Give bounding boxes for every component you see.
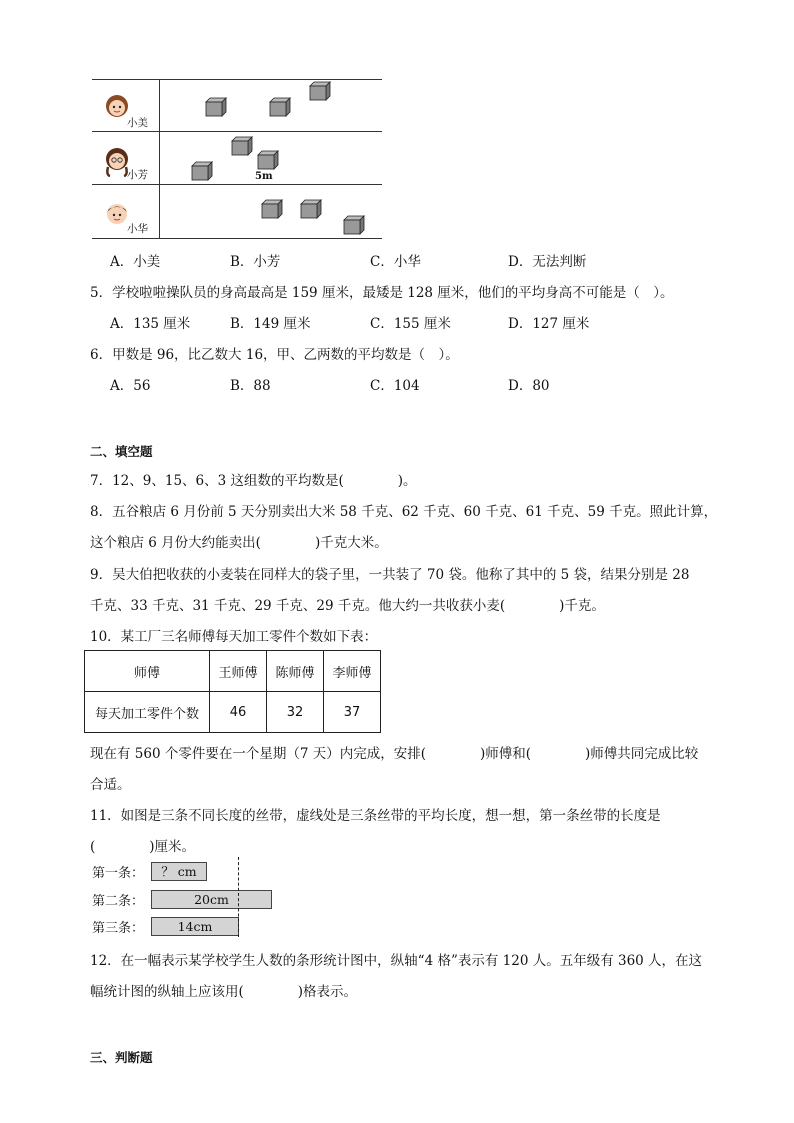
section-heading: 二、填空题 (90, 444, 153, 459)
q9-question-line2: 千克、33 千克、31 千克、29 千克、29 千克。他大约一共收获小麦( )千克。 (90, 598, 605, 614)
q10-question-line1: 现在有 560 个零件要在一个星期（7 天）内完成，安排( )师傅和( )师傅共同完成比较 (90, 746, 699, 762)
q5-option-c[interactable]: C．155 厘米 (370, 316, 451, 332)
q5-question: 5．学校啦啦操队员的身高最高是 159 厘米，最矮是 128 厘米，他们的平均身高不可能是（ ）。 (90, 285, 674, 301)
q4-option-b[interactable]: B．小芳 (230, 254, 281, 270)
cube-marker-icon (343, 215, 365, 235)
grid-line (92, 131, 382, 132)
cube-marker-icon (300, 199, 322, 219)
q9-question-line1: 9．吴大伯把收获的小麦装在同样大的袋子里，一共装了 70 袋。他称了其中的 5 袋，结果分别是 28 (90, 567, 690, 583)
person-name: 小华 (127, 223, 148, 235)
table-cell: 37 (324, 692, 381, 733)
cube-marker-icon (191, 161, 213, 181)
q8-question-line2: 这个粮店 6 月份大约能卖出( )千克大米。 (90, 535, 388, 551)
table-header-cell: 师傅 (85, 651, 210, 692)
grid-line (92, 79, 382, 80)
ribbon-1: ？ cm (151, 862, 207, 881)
ribbon-2: 20cm (151, 890, 272, 909)
q6-question: 6．甲数是 96，比乙数大 16，甲、乙两数的平均数是（ ）。 (90, 347, 459, 363)
grid-line (92, 238, 382, 239)
q6-option-d[interactable]: D．80 (508, 378, 550, 394)
ribbon-3: 14cm (151, 917, 239, 936)
person-name: 小美 (127, 117, 148, 129)
q10-intro: 10．某工厂三名师傅每天加工零件个数如下表： (90, 629, 378, 645)
table-header-cell: 李师傅 (324, 651, 381, 692)
table-header-row (85, 651, 381, 692)
cube-marker-icon (261, 199, 283, 219)
table-cell: 32 (267, 692, 324, 733)
q4-option-a[interactable]: A．小美 (110, 254, 161, 270)
cube-marker-icon (257, 150, 279, 170)
q11-question-line1: 11．如图是三条不同长度的丝带，虚线处是三条丝带的平均长度，想一想，第一条丝带的长度是 (90, 808, 661, 824)
throw-distance-figure (92, 79, 382, 239)
q6-option-c[interactable]: C．104 (370, 378, 420, 394)
cube-marker-icon (205, 97, 227, 117)
q5-option-b[interactable]: B．149 厘米 (230, 316, 311, 332)
table-header-cell: 陈师傅 (267, 651, 324, 692)
q6-option-b[interactable]: B．88 (230, 378, 271, 394)
q10-question-line2: 合适。 (90, 777, 131, 793)
average-dashed-line (238, 857, 239, 937)
cube-marker-icon (269, 97, 291, 117)
table-row (85, 692, 381, 733)
q8-question-line1: 8．五谷粮店 6 月份前 5 天分别卖出大米 58 千克、62 千克、60 千克、61 千克、59 千克。照此计算， (90, 504, 718, 520)
q6-option-a[interactable]: A．56 (110, 378, 151, 394)
person-name: 小芳 (127, 169, 148, 181)
section-heading: 三、判断题 (90, 1050, 153, 1065)
table-cell: 每天加工零件个数 (85, 692, 210, 733)
grid-line (92, 184, 382, 185)
ribbon-label: 第二条： (92, 894, 145, 909)
q12-question-line2: 幅统计图的纵轴上应该用( )格表示。 (90, 984, 358, 1000)
cube-marker-icon (231, 136, 253, 156)
q7-question: 7．12、9、15、6、3 这组数的平均数是( )。 (90, 473, 417, 489)
cube-marker-icon (309, 81, 331, 101)
q11-question-line2: ( )厘米。 (90, 839, 196, 855)
q12-question-line1: 12．在一幅表示某学校学生人数的条形统计图中，纵轴“4 格”表示有 120 人。五年级有 360 人，在这 (90, 953, 703, 969)
start-line (159, 79, 160, 239)
ribbon-label: 第三条： (92, 921, 145, 936)
distance-label: 5m (255, 171, 273, 182)
table-header-cell: 王师傅 (210, 651, 267, 692)
ribbon-label: 第一条： (92, 866, 145, 881)
q5-option-d[interactable]: D．127 厘米 (508, 316, 590, 332)
table-cell: 46 (210, 692, 267, 733)
q4-option-c[interactable]: C．小华 (370, 254, 421, 270)
q4-option-d[interactable]: D．无法判断 (508, 254, 587, 270)
q5-option-a[interactable]: A．135 厘米 (110, 316, 191, 332)
worker-parts-table (84, 650, 381, 733)
